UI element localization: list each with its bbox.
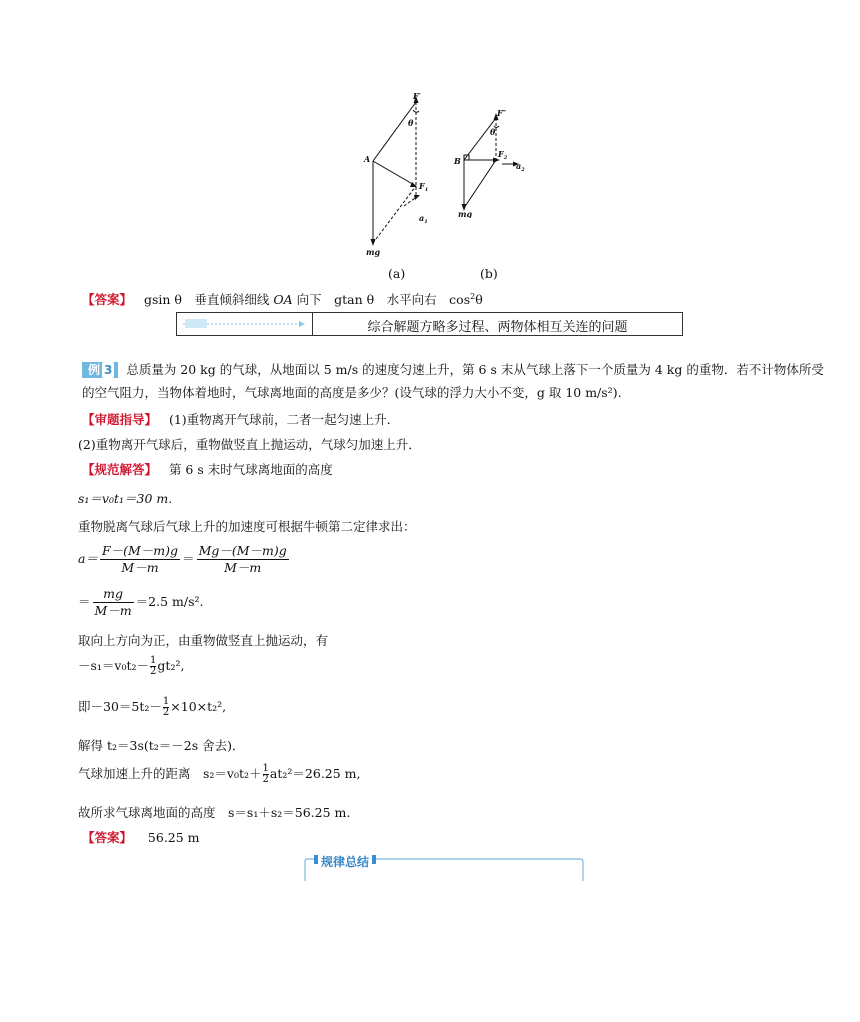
- solution-line-5: 取向上方向为正，由重物做竖直上抛运动，有: [78, 633, 329, 648]
- guide-line-2: (2)重物离开气球后，重物做竖直上抛运动，气球匀加速上升．: [78, 437, 421, 452]
- summary-header: [304, 853, 584, 881]
- summary-title: 规律总结: [321, 855, 370, 869]
- label-theta: θ: [408, 118, 414, 128]
- label-mg-b: mg: [458, 209, 473, 218]
- caption-b: (b): [480, 266, 498, 281]
- solution-line-2: 重物脱离气球后气球上升的加速度可根据牛顿第二定律求出：: [78, 519, 416, 534]
- guide-line-1: 【审题指导】 (1)重物离开气球前，二者一起匀速上升．: [82, 412, 400, 427]
- force-f-prime-arrow: [373, 102, 416, 161]
- label-theta-b: θ: [490, 127, 496, 137]
- answer-line-2: 【答案】 56.25 m: [82, 830, 200, 845]
- label-f-double-prime: F″: [497, 108, 507, 118]
- example-line-2: 的空气阻力，当物体着地时，气球离地面的高度是多少？(设气球的浮力大小不变，g 取 10 m/s²).: [82, 385, 622, 400]
- label-f-prime: F′: [413, 91, 421, 101]
- solution-line-10: 故所求气球离地面的高度 s＝s₁＋s₂＝56.25 m.: [78, 805, 351, 820]
- label-f2: $F_2$: [498, 149, 508, 161]
- solution-line-7: 即－30＝5t₂－ $\frac{1}{2}$ ×10×t₂²,: [78, 696, 227, 718]
- banner-decoration: [177, 313, 313, 335]
- section-banner: [176, 312, 683, 336]
- label-mg: mg: [366, 247, 381, 257]
- answer-label: 【答案】: [82, 292, 133, 308]
- example-line-1: 例 3 总质量为 20 kg 的气球，从地面以 5 m/s 的速度匀速上升，第 6 s 末从气球上落下一个质量为 4 kg 的重物．若不计物体所受: [82, 362, 824, 378]
- solution-line-1: s₁＝v₀t₁＝30 m.: [78, 491, 173, 506]
- label-f1: $F_1$: [419, 181, 429, 193]
- label-a1: $a_1$: [419, 213, 428, 225]
- solution-accel-eq: a＝ $\frac{F-(M-m)g}{M-m}$ ＝ $\frac{Mg-(M-m)g}{M-m}$: [78, 543, 287, 575]
- label-b-point: B: [454, 156, 461, 166]
- answer-line-1: 【答案】 gsin θ 垂直倾斜细线 OA 向下 gtan θ 水平向右 $\cos^2\theta$: [82, 292, 483, 308]
- solution-line-8: 解得 t₂＝3s(t₂＝－2s 舍去)．: [78, 738, 245, 753]
- label-a-point: A: [364, 154, 371, 164]
- caption-a: (a): [388, 266, 406, 281]
- example-badge: 例 3: [82, 362, 118, 378]
- label-a2: $a_2$: [516, 161, 525, 173]
- solution-line-6: －s₁＝v₀t₂－ $\frac{1}{2}$ gt₂²,: [78, 655, 185, 677]
- solution-accel-result: ＝ $\frac{mg}{M-m}$ ＝2.5 m/s².: [78, 586, 204, 618]
- solution-line-9: 气球加速上升的距离 s₂＝v₀t₂＋ $\frac{1}{2}$ at₂²＝26.25 m,: [78, 763, 361, 785]
- banner-title: 综合解题方略多过程、两物体相互关连的问题: [367, 320, 628, 335]
- figure-b: [450, 108, 540, 218]
- solution-line-0: 【规范解答】 第 6 s 末时气球离地面的高度: [82, 462, 333, 477]
